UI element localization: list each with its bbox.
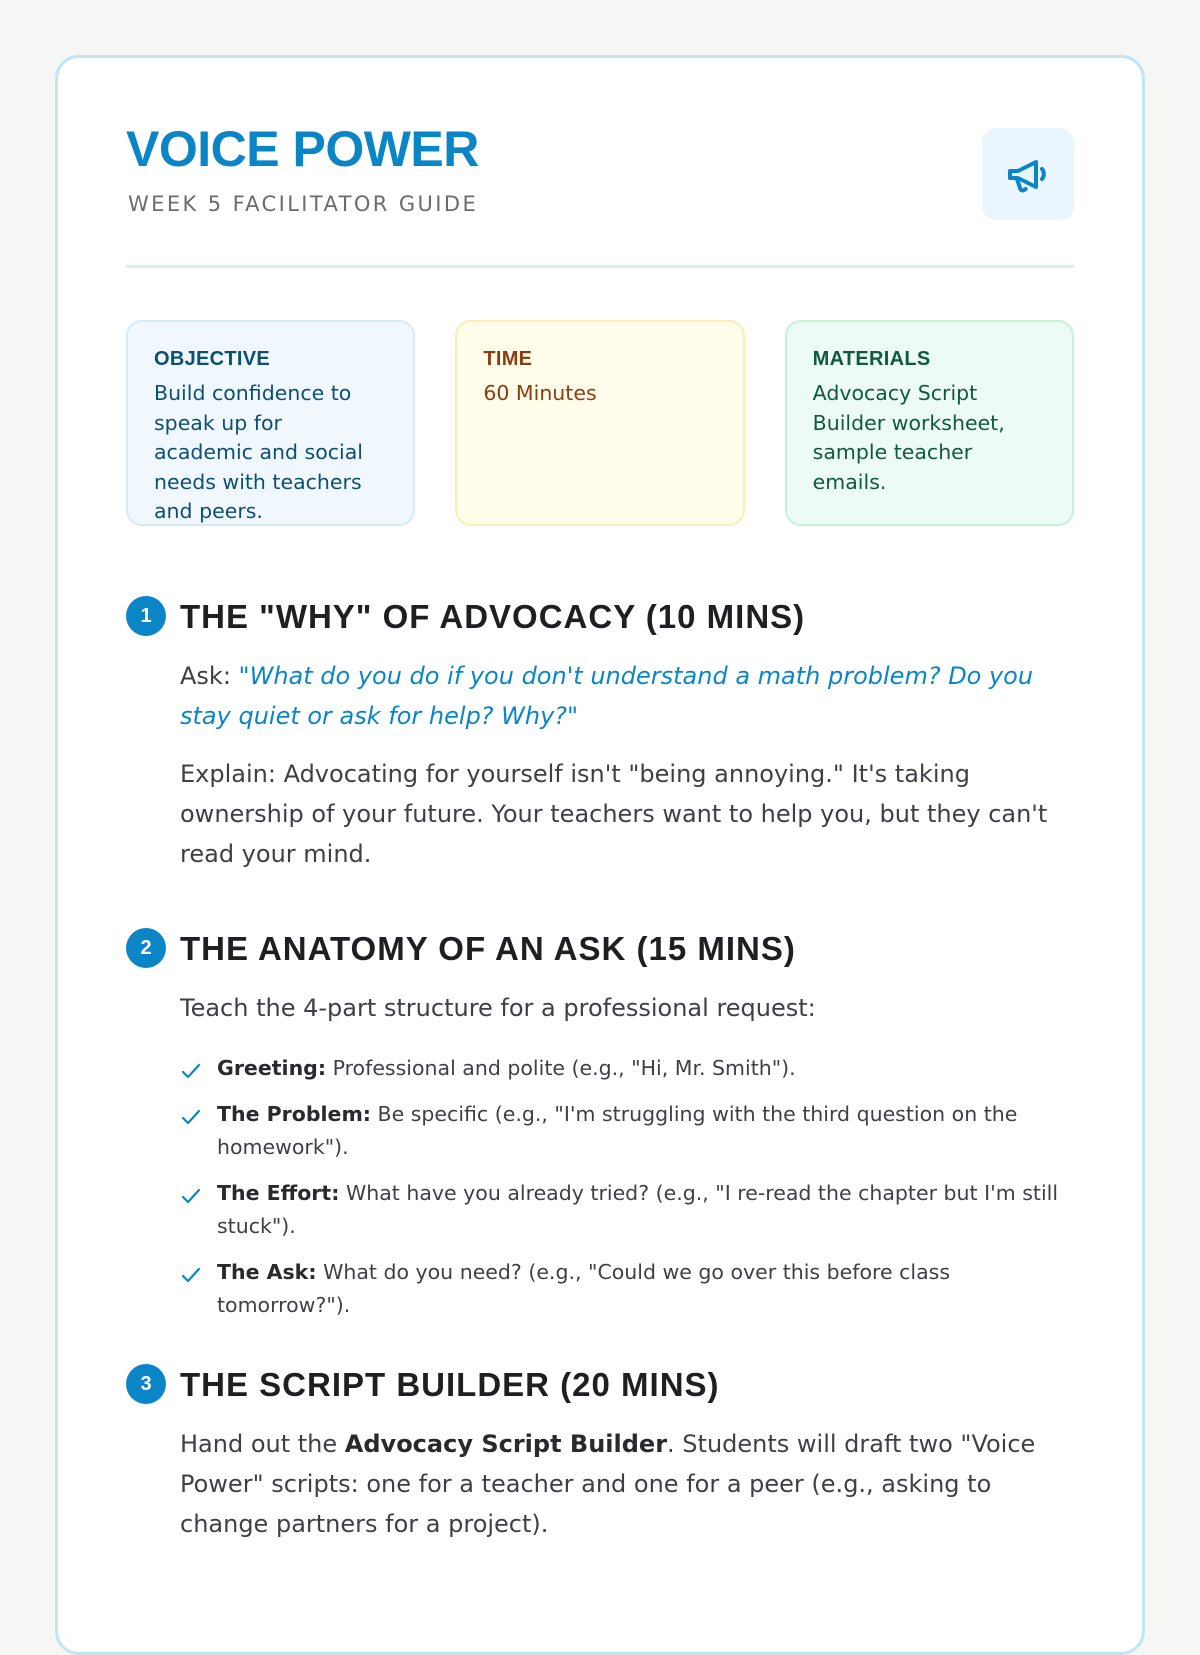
item-text: What have you already tried? (e.g., "I re-read the chapter but I'm still stuck").: [217, 1181, 1059, 1238]
guide-card: [55, 55, 1145, 1655]
time-label: TIME: [483, 348, 533, 370]
check-icon: [180, 1107, 202, 1127]
section-1: [126, 596, 1074, 874]
text-after: . Students will draft two "Voice Power" scripts: one for a teacher and one for a peer (e.g., asking to change partners for a project).: [180, 1430, 1036, 1538]
time-text: 60 Minutes: [483, 381, 597, 405]
item-text: What do you need? (e.g., "Could we go over this before class tomorrow?").: [217, 1260, 951, 1317]
section-2: [126, 928, 1074, 1322]
list-item: [180, 1098, 1074, 1164]
materials-label: MATERIALS: [812, 348, 931, 370]
section-intro: Teach the 4-part structure for a professional request:: [180, 994, 816, 1022]
explain-paragraph: Explain: Advocating for yourself isn't "being annoying." It's taking ownership of your future. Your teachers want to help you, but they can't read your mind.: [180, 760, 1048, 868]
section-number-badge: 2: [126, 928, 166, 968]
ask-label: Ask:: [180, 662, 231, 690]
item-label: The Effort:: [217, 1181, 340, 1205]
section-number-badge: 1: [126, 596, 166, 636]
page-subtitle: WEEK 5 FACILITATOR GUIDE: [128, 192, 479, 216]
text-before: Hand out the: [180, 1430, 338, 1458]
section-3-header: [126, 1364, 1074, 1404]
list-item: [180, 1177, 1074, 1243]
script-builder-paragraph: [180, 1424, 1074, 1544]
check-icon: [180, 1186, 202, 1206]
objective-text: Build confidence to speak up for academic and social needs with teachers and peers.: [154, 381, 364, 523]
section-title: THE "WHY" OF ADVOCACY (10 MINS): [180, 598, 806, 635]
materials-box: [785, 320, 1074, 526]
time-box: [455, 320, 744, 526]
item-label: Greeting:: [217, 1056, 327, 1080]
checklist: [180, 1052, 1074, 1322]
section-title: THE SCRIPT BUILDER (20 MINS): [180, 1366, 720, 1403]
check-icon: [180, 1265, 202, 1285]
ask-quote: "What do you do if you don't understand a math problem? Do you stay quiet or ask for help? Why?": [180, 662, 1034, 730]
section-3: [126, 1364, 1074, 1544]
megaphone-badge: [982, 128, 1074, 220]
list-item: [180, 1052, 1074, 1085]
section-number-badge: 3: [126, 1364, 166, 1404]
objective-box: [126, 320, 415, 526]
objective-label: OBJECTIVE: [154, 348, 271, 370]
item-label: The Problem:: [217, 1102, 372, 1126]
section-title: THE ANATOMY OF AN ASK (15 MINS): [180, 930, 796, 967]
header: [126, 58, 1074, 268]
worksheet-name: Advocacy Script Builder: [344, 1430, 668, 1458]
section-2-header: [126, 928, 1074, 968]
item-label: The Ask:: [217, 1260, 317, 1284]
megaphone-icon: [1004, 150, 1052, 198]
item-text: Professional and polite (e.g., "Hi, Mr. Smith").: [332, 1056, 796, 1080]
check-icon: [180, 1061, 202, 1081]
item-text: Be specific (e.g., "I'm struggling with the third question on the homework").: [217, 1102, 1018, 1159]
ask-paragraph: [180, 656, 1074, 736]
info-row: [126, 320, 1074, 526]
materials-text: Advocacy Script Builder worksheet, sample teacher emails.: [812, 381, 1005, 494]
section-1-header: [126, 596, 1074, 636]
page-title: VOICE POWER: [126, 121, 479, 177]
list-item: [180, 1256, 1074, 1322]
